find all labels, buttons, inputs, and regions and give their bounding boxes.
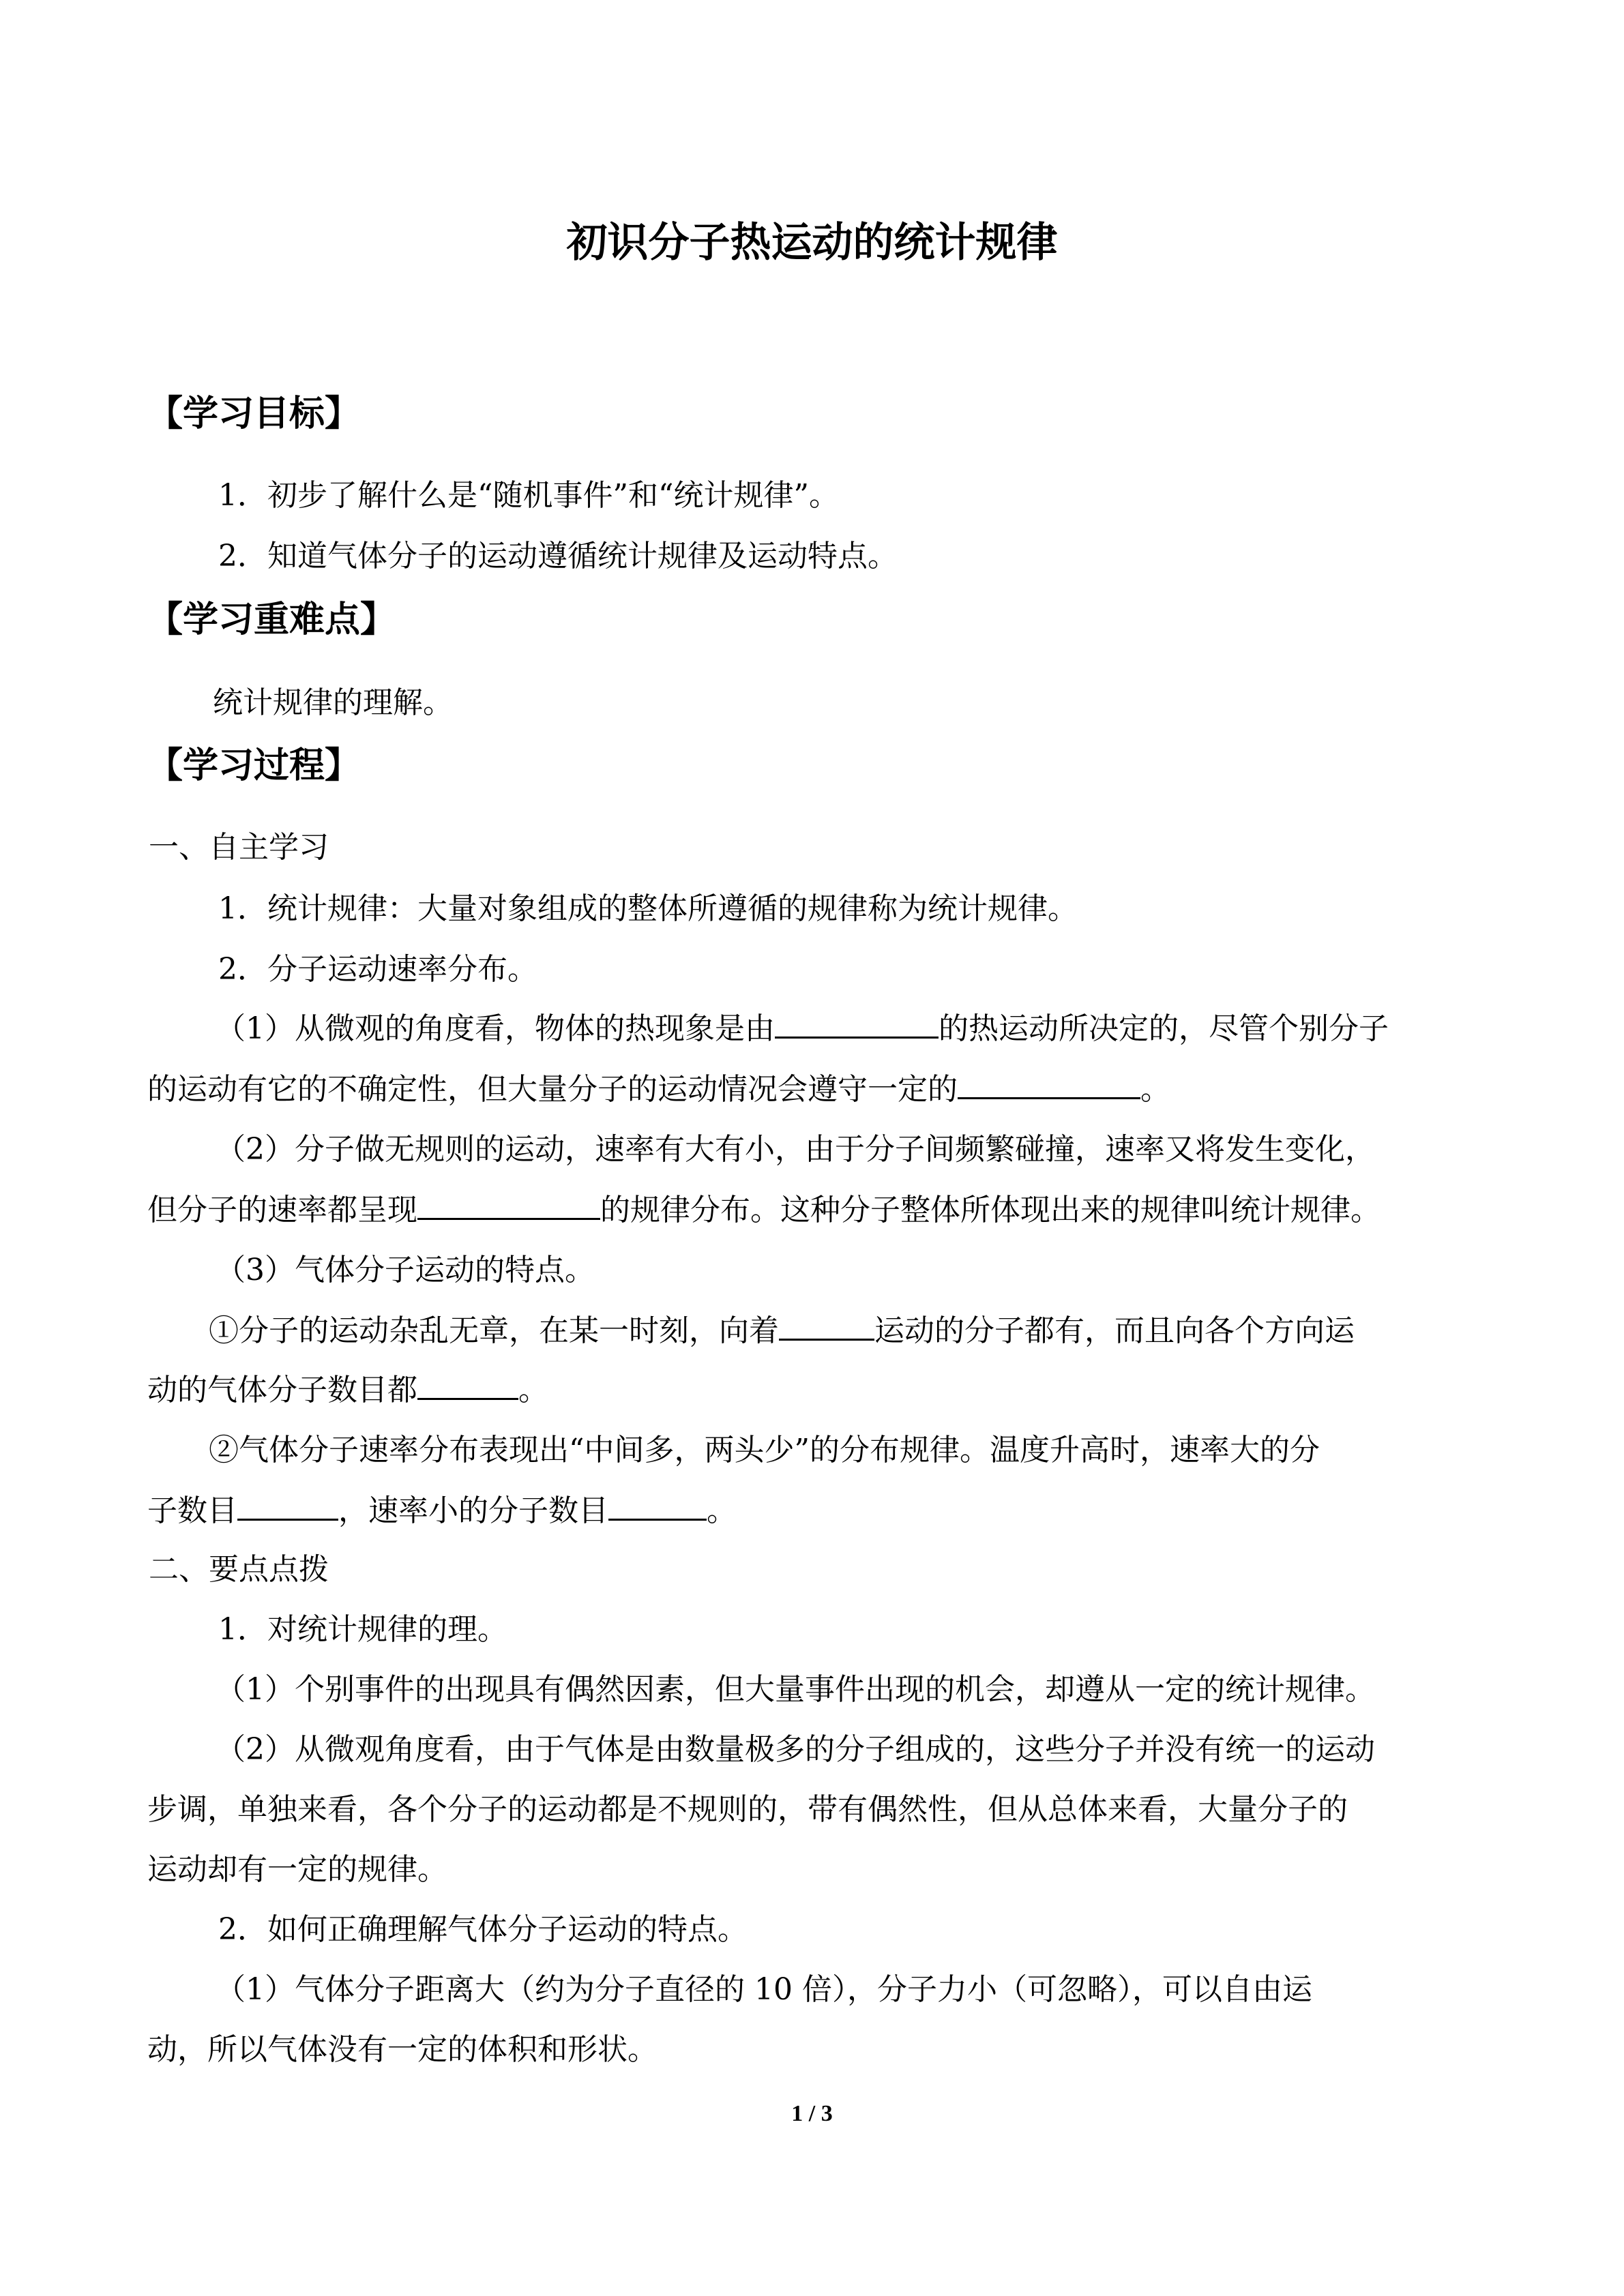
fill-blank[interactable] [237, 1490, 338, 1521]
paragraph-statistical-law: 1．统计规律：大量对象组成的整体所遵循的规律称为统计规律。 [218, 891, 1078, 926]
characteristic-2-line-1: ②气体分子速率分布表现出“中间多，两头少”的分布规律。温度升高时，速率大的分 [209, 1433, 1320, 1467]
question-2-line-2: 但分子的速率都呈现 的规律分布。这种分子整体所体现出来的规律叫统计规律。 [147, 1189, 1381, 1230]
objective-item-1: 1．初步了解什么是“随机事件”和“统计规律”。 [218, 478, 839, 513]
key-point-1-title: 1．对统计规律的理。 [218, 1612, 507, 1647]
key-point-1-item-2-line-2: 步调，单独来看，各个分子的运动都是不规则的，带有偶然性，但从总体来看，大量分子的 [147, 1792, 1348, 1827]
key-point-2-title: 2．如何正确理解气体分子运动的特点。 [218, 1912, 748, 1947]
heading-objectives: 【学习目标】 [147, 393, 361, 434]
question-1-line-2: 的运动有它的不确定性，但大量分子的运动情况会遵守一定的 。 [147, 1069, 1170, 1109]
key-point-2-item-1-line-2: 动，所以气体没有一定的体积和形状。 [147, 2032, 658, 2067]
objective-item-2: 2．知道气体分子的运动遵循统计规律及运动特点。 [218, 539, 898, 573]
question-1-line-1: （1）从微观的角度看，物体的热现象是由 的热运动所决定的，尽管个别分子 [216, 1008, 1389, 1049]
key-points-text: 统计规律的理解。 [213, 685, 453, 720]
fill-blank[interactable] [775, 1008, 939, 1039]
key-point-2-item-1-line-1: （1）气体分子距离大（约为分子直径的 10 倍），分子力小（可忽略），可以自由运 [216, 1972, 1312, 2007]
question-3: （3）气体分子运动的特点。 [216, 1253, 595, 1287]
key-point-1-item-2-line-3: 运动却有一定的规律。 [147, 1852, 447, 1887]
key-point-1-item-1: （1）个别事件的出现具有偶然因素，但大量事件出现的机会，却遵从一定的统计规律。 [216, 1672, 1375, 1707]
characteristic-2-line-2: 子数目 ，速率小的分子数目 。 [147, 1490, 737, 1531]
heading-process: 【学习过程】 [147, 745, 361, 786]
page-title: 初识分子热运动的统计规律 [566, 219, 1058, 267]
key-point-1-item-2-line-1: （2）从微观角度看，由于气体是由数量极多的分子组成的，这些分子并没有统一的运动 [216, 1732, 1375, 1767]
paragraph-speed-distribution: 2．分子运动速率分布。 [218, 952, 537, 987]
characteristic-1-line-1: ①分子的运动杂乱无章，在某一时刻，向着 运动的分子都有，而且向各个方向运 [209, 1310, 1355, 1351]
characteristic-1-line-2: 动的气体分子数目都 。 [147, 1369, 548, 1410]
part1-title: 一、自主学习 [149, 830, 329, 865]
page-number: 1 / 3 [791, 2101, 833, 2126]
heading-key-points: 【学习重难点】 [147, 599, 396, 640]
part2-title: 二、要点点拨 [149, 1552, 329, 1587]
fill-blank[interactable] [779, 1310, 874, 1341]
fill-blank[interactable] [417, 1369, 518, 1400]
fill-blank[interactable] [608, 1490, 707, 1521]
fill-blank[interactable] [958, 1069, 1140, 1099]
question-2-line-1: （2）分子做无规则的运动，速率有大有小，由于分子间频繁碰撞，速率又将发生变化， [216, 1132, 1375, 1167]
fill-blank[interactable] [417, 1189, 600, 1220]
